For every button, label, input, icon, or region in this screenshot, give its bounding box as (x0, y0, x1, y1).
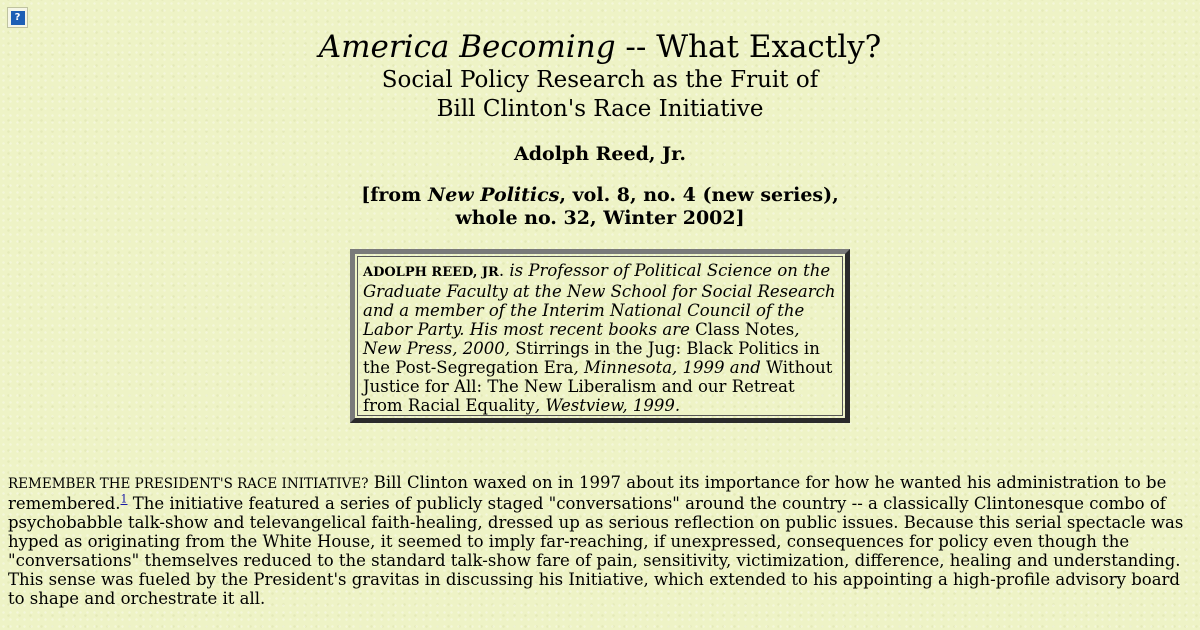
author-bio-text (357, 256, 843, 416)
author-byline: Adolph Reed, Jr. (514, 143, 686, 165)
page-subtitle (0, 66, 1200, 124)
source-suffix: , vol. 8, no. 4 (new series), (559, 184, 839, 206)
author-bio-box (350, 249, 850, 423)
paragraph-lead: REMEMBER THE PRESIDENT'S RACE INITIATIVE? (8, 476, 369, 492)
paragraph-text-1: Bill Clinton waxed on in 1997 about its importance for how he wanted his administration to be remembered. (8, 473, 1167, 513)
bio-publisher-2: , Minnesota, 1999 and (573, 358, 767, 377)
source-line-2: whole no. 32, Winter 2002] (455, 207, 745, 229)
subtitle-line-1: Social Policy Research as the Fruit of (381, 67, 819, 93)
subtitle-line-2: Bill Clinton's Race Initiative (436, 96, 764, 122)
bio-author-name: ADOLPH REED, JR (363, 265, 499, 280)
footnote-link[interactable]: 1 (120, 492, 128, 506)
question-mark-glyph: ? (11, 11, 25, 25)
bio-book-3: Without Justice for All: The New Liberalism and our Retreat from Racial Equality (363, 358, 833, 415)
source-citation (0, 184, 1200, 230)
bio-book-1: Class Notes (695, 320, 795, 339)
journal-name: New Politics (427, 184, 560, 206)
source-prefix: [from (361, 184, 428, 206)
help-icon[interactable] (7, 7, 28, 28)
title-rest: -- What Exactly? (615, 29, 882, 65)
bio-publisher-1: , New Press, 2000, (363, 320, 800, 358)
bio-intro: is Professor of Political Science on the Graduate Faculty at the New School for Social Research and a member of the Interim National Council of the Labor Party. His most recent books are (363, 261, 836, 339)
bio-book-2: Stirrings in the Jug: Black Politics in the Post-Segregation Era (363, 339, 820, 377)
title-italic: America Becoming (318, 29, 616, 65)
bio-publisher-3: , Westview, 1999. (534, 396, 681, 415)
page-title (0, 28, 1200, 66)
bio-sep: . (498, 261, 505, 280)
source-line-1 (0, 184, 1200, 207)
article-paragraph (8, 473, 1193, 608)
paragraph-text-2: The initiative featured a series of publicly staged "conversations" around the country -- a classically Clintonesque combo of psychobabble talk-show and televangelical faith-healing, dressed up as serious reflection on public issues. Because this serial spectacle was hyped as originating from the White House, it seemed to imply far-reaching, if unexpressed, consequences for policy even though the "conversations" themselves reduced to the standard talk-show fare of pain, sensitivity, victimization, difference, healing and understanding. This sense was fueled by the President's gravitas in discussing his Initiative, which extended to his appointing a high-profile advisory board to shape and orchestrate it all. (8, 494, 1184, 608)
